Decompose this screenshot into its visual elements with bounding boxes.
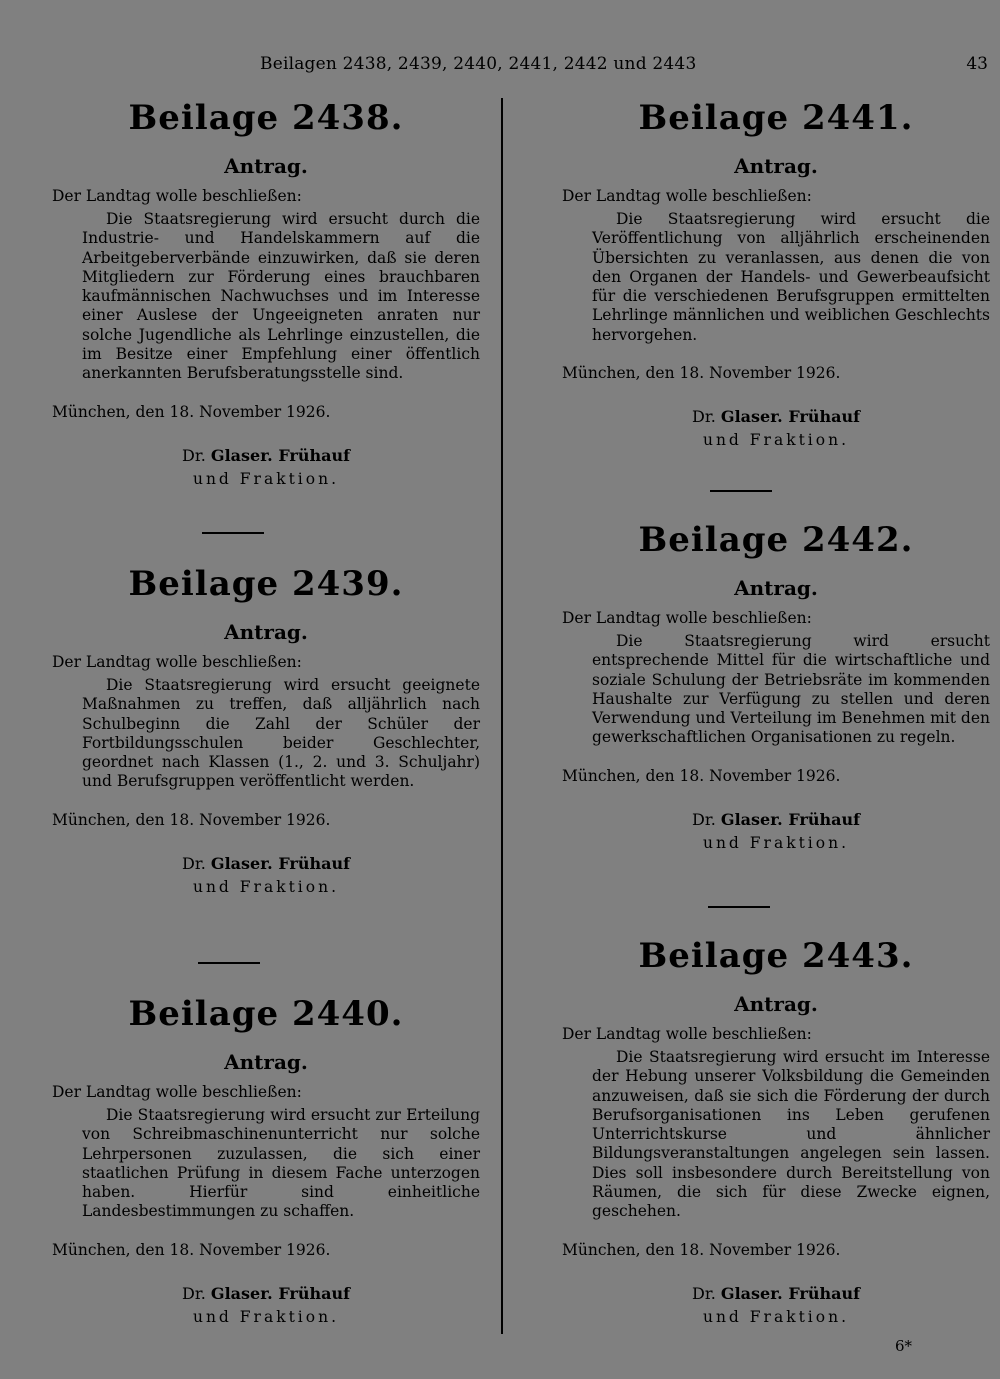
section-body: Die Staatsregierung wird ersucht die Veröffentlichung von alljährlich erscheinenden Übersichten zu veranlassen, aus denen die von den Organen der Handels- und Gewerbeaufsicht für die verschiedenen Berufsgruppen ermittelten Lehrlinge männlichen und weiblichen Geschlechts hervorgehen. [592, 210, 990, 344]
section-lead: Der Landtag wolle beschließen: [562, 1025, 812, 1043]
section-heading: Beilage 2439. [128, 564, 404, 604]
section-subheading: Antrag. [734, 154, 818, 178]
column-divider [501, 98, 503, 1334]
section-rule [708, 906, 770, 908]
section-lead: Der Landtag wolle beschließen: [52, 187, 302, 205]
section-lead: Der Landtag wolle beschließen: [562, 187, 812, 205]
running-title: Beilagen 2438, 2439, 2440, 2441, 2442 und 2443 [260, 54, 697, 74]
signature-names: Glaser. Frühauf [210, 1283, 350, 1303]
section-body: Die Staatsregierung wird ersucht zur Erteilung von Schreibmaschinenunterricht nur solche Lehrpersonen zuzulassen, die sich einer staatlichen Prüfung in diesem Fache unterzogen haben. Hierfür sind einheitliche Landesbestimmungen zu schaffen. [82, 1106, 480, 1221]
signature-prefix: Dr. [692, 1283, 716, 1303]
section-subheading: Antrag. [224, 1050, 308, 1074]
beilage-2440 [52, 994, 480, 1328]
signature-mark: 6* [894, 1337, 912, 1355]
section-rule [710, 490, 772, 492]
section-signature [562, 1282, 990, 1306]
signature-prefix: Dr. [182, 1283, 206, 1303]
section-rule [202, 532, 264, 534]
section-heading: Beilage 2442. [638, 520, 914, 560]
section-heading: Beilage 2443. [638, 936, 914, 976]
section-lead: Der Landtag wolle beschließen: [562, 609, 812, 627]
signature-names: Glaser. Frühauf [720, 407, 860, 427]
section-heading: Beilage 2440. [128, 994, 404, 1034]
section-lead: Der Landtag wolle beschließen: [52, 653, 302, 671]
beilage-2439 [52, 564, 480, 898]
section-body: Die Staatsregierung wird ersucht geeignete Maßnahmen zu treffen, daß alljährlich nach Schulbeginn die Zahl der Schüler der Fortbildungsschulen beider Geschlechter, geordnet nach Klassen (1., 2. und 3. Schuljahr) und Berufsgruppen veröffentlicht werden. [82, 676, 480, 791]
section-subheading: Antrag. [224, 620, 308, 644]
signature-prefix: Dr. [692, 407, 716, 427]
signature-prefix: Dr. [692, 809, 716, 829]
page-header [0, 54, 1000, 84]
beilage-2438 [52, 98, 480, 490]
section-signature [562, 405, 990, 429]
page-number: 43 [966, 54, 988, 74]
section-date: München, den 18. November 1926. [562, 1240, 841, 1259]
beilage-2443 [562, 936, 990, 1328]
section-body: Die Staatsregierung wird ersucht durch die Industrie- und Handelskammern auf die Arbeitgeberverbände einzuwirken, daß sie deren Mitgliedern zur Förderung eines brauchbaren kaufmännischen Nachwuchses und im Interesse einer Auslese der Ungeeigneten anraten nur solche Jugendliche als Lehrlinge einzustellen, die im Besitze einer Empfehlung einer öffentlich anerkannten Berufsberatungsstelle sind. [82, 210, 480, 383]
section-subheading: Antrag. [734, 992, 818, 1016]
signature-names: Glaser. Frühauf [210, 445, 350, 465]
section-subheading: Antrag. [734, 576, 818, 600]
section-body: Die Staatsregierung wird ersucht entsprechende Mittel für die wirtschaftliche und soziale Schulung der Betriebsräte im kommenden Haushalte zur Verfügung zu stellen und deren Verwendung und Verteilung im Benehmen mit den gewerkschaftlichen Organisationen zu regeln. [592, 632, 990, 747]
section-date: München, den 18. November 1926. [562, 364, 841, 383]
section-heading: Beilage 2441. [638, 98, 914, 138]
signature-prefix: Dr. [182, 853, 206, 873]
beilage-2441 [562, 98, 990, 451]
signature-fraktion: und Fraktion. [702, 431, 850, 450]
section-heading: Beilage 2438. [128, 98, 404, 138]
section-body: Die Staatsregierung wird ersucht im Interesse der Hebung unserer Volksbildung die Gemeinden anzuweisen, daß sie sich die Förderung der durch Berufsorganisationen ins Leben gerufenen Unterrichtskurse und ähnlicher Bildungsveranstaltungen angelegen sein lassen. Dies soll insbesondere durch Bereitstellung von Räumen, die sich für diese Zwecke eignen, geschehen. [592, 1048, 990, 1221]
section-date: München, den 18. November 1926. [52, 810, 331, 829]
signature-fraktion: und Fraktion. [192, 469, 340, 488]
signature-fraktion: und Fraktion. [702, 833, 850, 852]
section-date: München, den 18. November 1926. [52, 402, 331, 421]
section-signature [562, 808, 990, 832]
signature-names: Glaser. Frühauf [210, 853, 350, 873]
signature-fraktion: und Fraktion. [702, 1307, 850, 1326]
signature-names: Glaser. Frühauf [720, 1283, 860, 1303]
section-subheading: Antrag. [224, 154, 308, 178]
signature-fraktion: und Fraktion. [192, 877, 340, 896]
section-signature [52, 1282, 480, 1306]
section-date: München, den 18. November 1926. [52, 1240, 331, 1259]
signature-prefix: Dr. [182, 445, 206, 465]
section-date: München, den 18. November 1926. [562, 766, 841, 785]
beilage-2442 [562, 520, 990, 854]
signature-fraktion: und Fraktion. [192, 1307, 340, 1326]
section-lead: Der Landtag wolle beschließen: [52, 1083, 302, 1101]
signature-names: Glaser. Frühauf [720, 809, 860, 829]
section-rule [198, 962, 260, 964]
section-signature [52, 852, 480, 876]
section-signature [52, 444, 480, 468]
